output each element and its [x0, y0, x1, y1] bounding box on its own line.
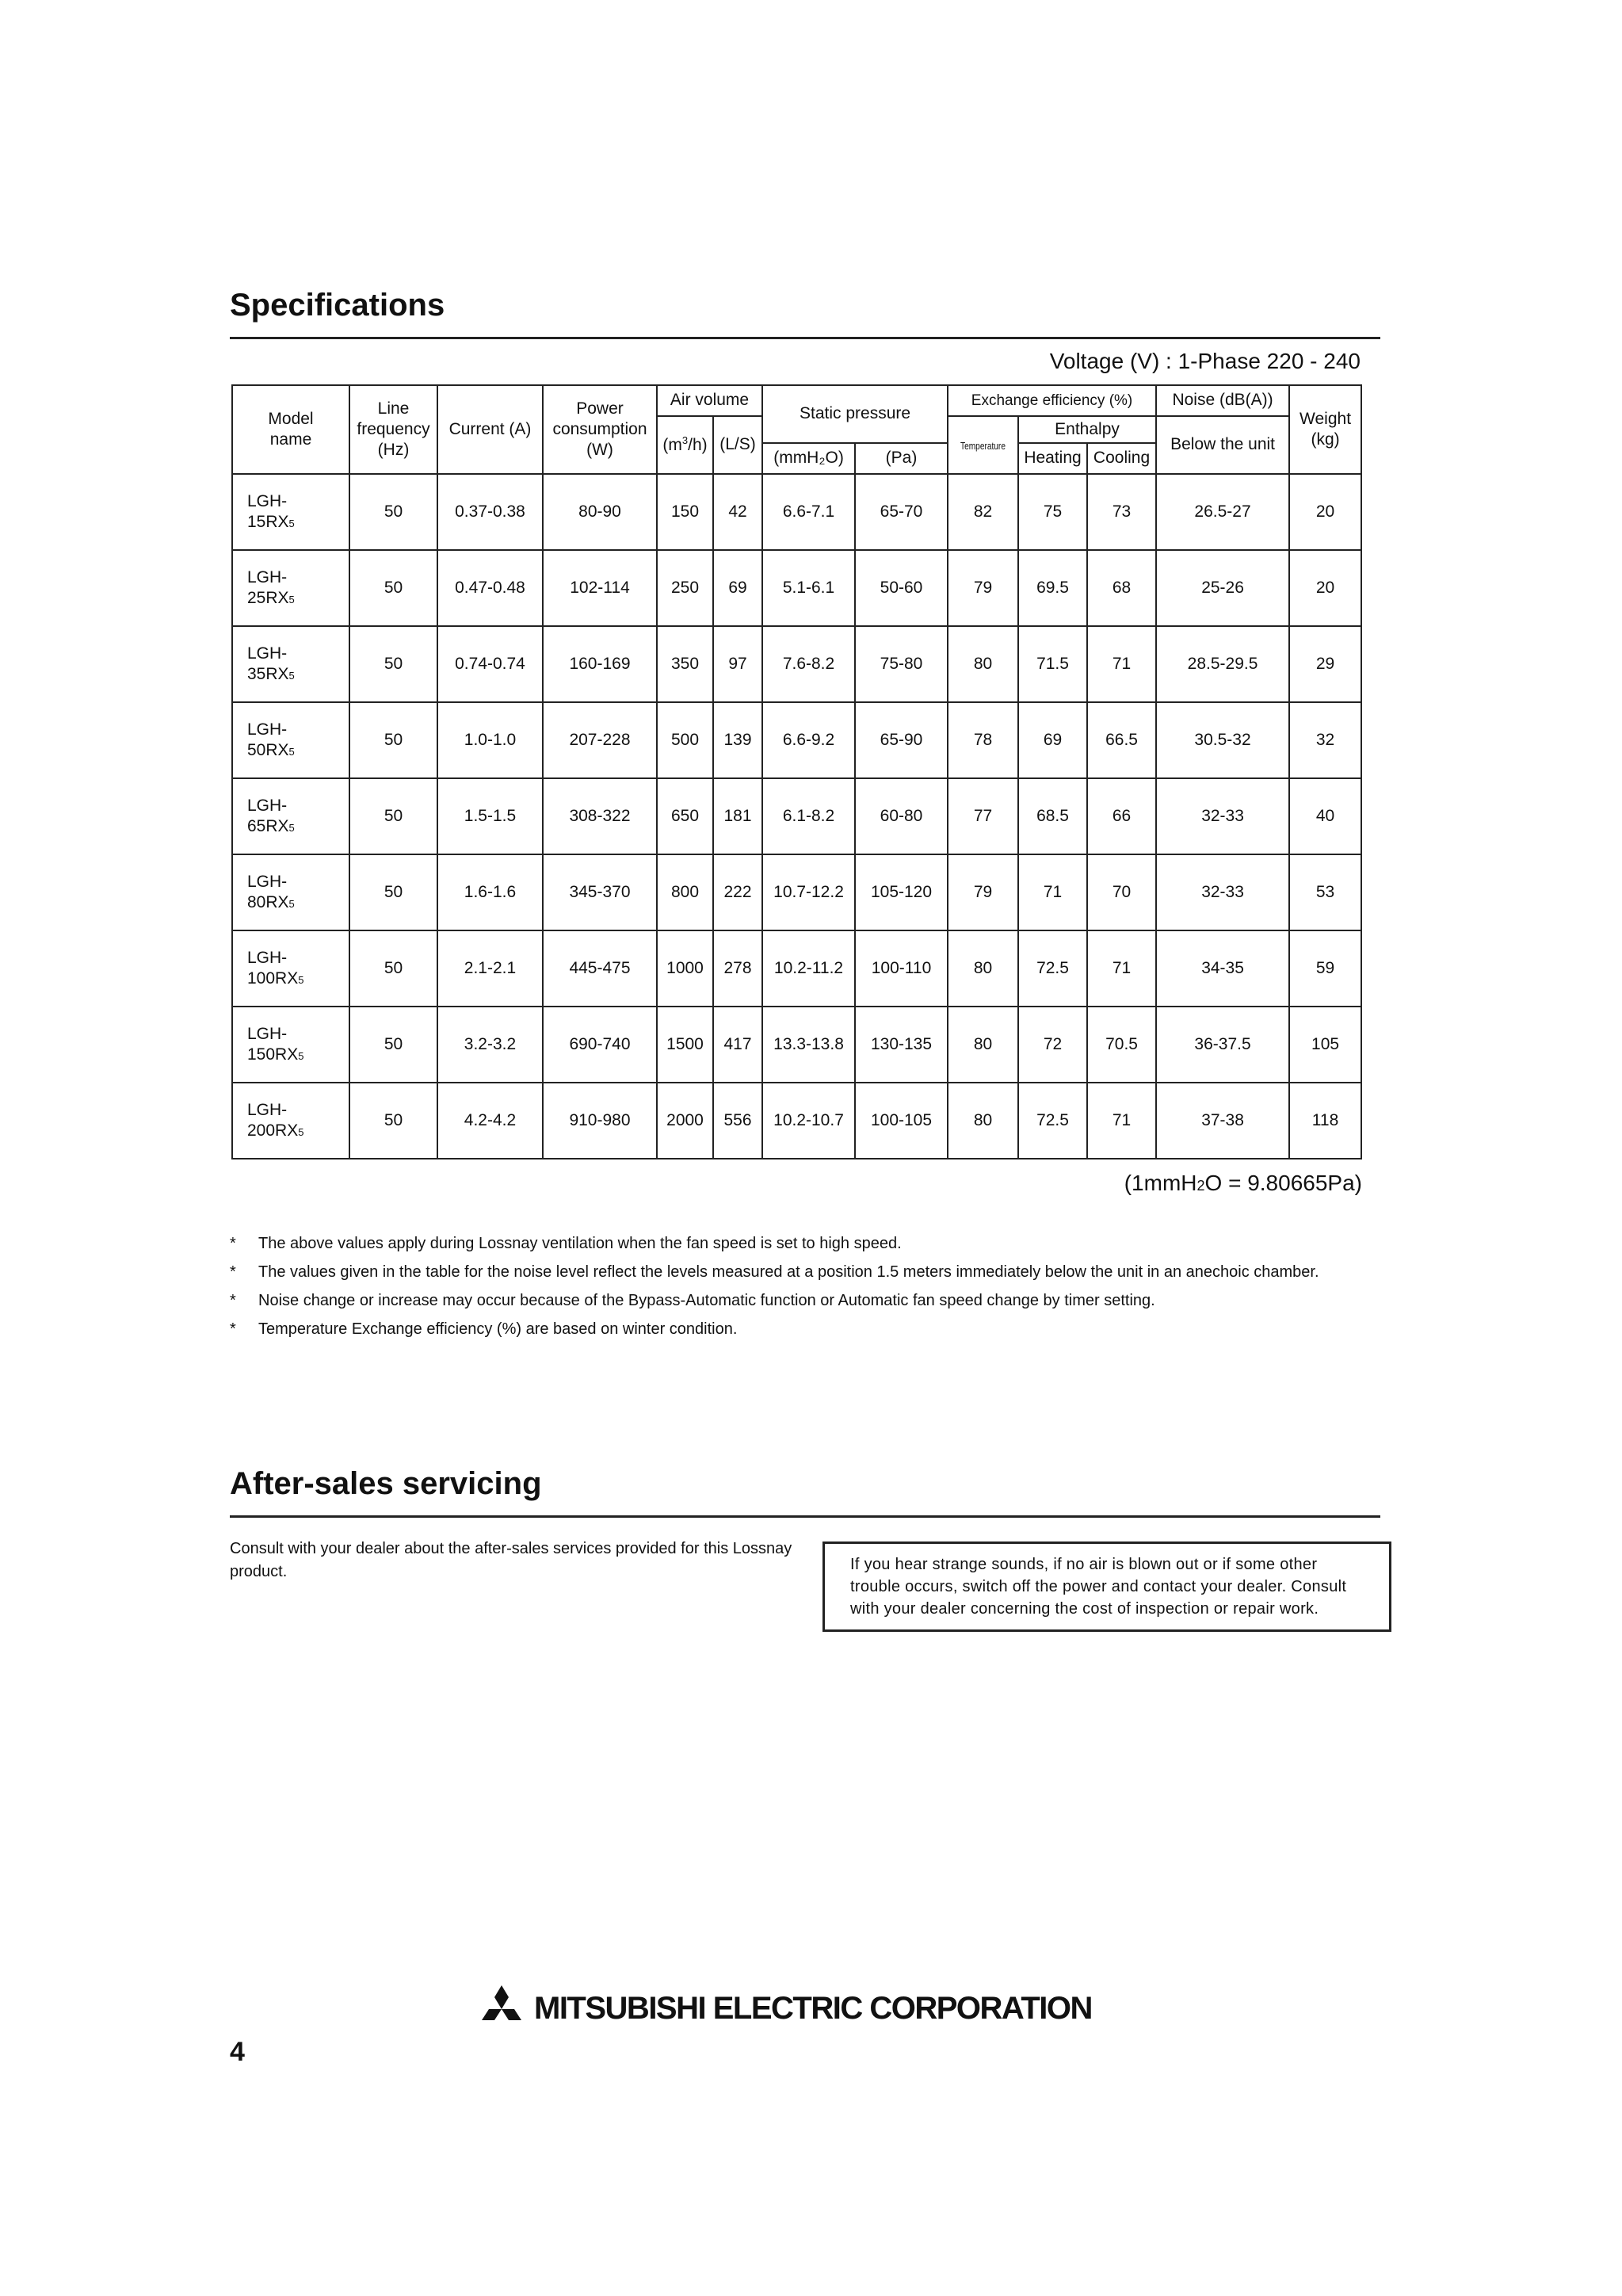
cell-weight: 20 — [1289, 474, 1361, 550]
table-row — [232, 854, 1361, 930]
cell-noise: 37-38 — [1156, 1083, 1289, 1159]
cell-ls: 97 — [713, 626, 762, 702]
specifications-rule — [230, 337, 1380, 339]
trouble-notice-box: If you hear strange sounds, if no air is blown out or if some other trouble occurs, switch off the power and contact your dealer. Consult with your dealer concerning the cost of inspection or repair work. — [822, 1541, 1391, 1632]
model-cell: LGH- 150RX5 — [232, 1007, 349, 1083]
table-row — [232, 626, 1361, 702]
header-model: Model name — [232, 385, 349, 474]
cell-cooling: 66.5 — [1087, 702, 1156, 778]
cell-cooling: 71 — [1087, 930, 1156, 1007]
cell-heating: 71 — [1018, 854, 1087, 930]
cell-m3h: 350 — [657, 626, 713, 702]
cell-pa: 60-80 — [855, 778, 948, 854]
note-item: * Noise change or increase may occur because of the Bypass-Automatic function or Automatic fan speed change by timer setting. — [230, 1292, 1155, 1309]
cell-current: 0.74-0.74 — [437, 626, 543, 702]
cell-m3h: 500 — [657, 702, 713, 778]
cell-mmh2o: 6.6-9.2 — [762, 702, 855, 778]
header-exchange-efficiency: Exchange efficiency (%) — [948, 385, 1156, 416]
cell-m3h: 800 — [657, 854, 713, 930]
cell-noise: 30.5-32 — [1156, 702, 1289, 778]
cell-m3h: 2000 — [657, 1083, 713, 1159]
table-row — [232, 550, 1361, 626]
header-enthalpy: Enthalpy — [1018, 416, 1156, 443]
cell-hz: 50 — [349, 702, 437, 778]
consult-text: Consult with your dealer about the after-sales services provided for this Lossnay product. — [230, 1540, 792, 1580]
note-item: * The above values apply during Lossnay ventilation when the fan speed is set to high speed. — [230, 1235, 902, 1252]
cell-noise: 25-26 — [1156, 550, 1289, 626]
cell-noise: 26.5-27 — [1156, 474, 1289, 550]
cell-cooling: 66 — [1087, 778, 1156, 854]
header-current: Current (A) — [437, 385, 543, 474]
cell-ls: 42 — [713, 474, 762, 550]
header-power: Power consumption (W) — [543, 385, 657, 474]
cell-pa: 65-90 — [855, 702, 948, 778]
cell-power: 207-228 — [543, 702, 657, 778]
cell-mmh2o: 7.6-8.2 — [762, 626, 855, 702]
cell-mmh2o: 6.6-7.1 — [762, 474, 855, 550]
specifications-title: Specifications — [230, 288, 445, 323]
cell-heating: 71.5 — [1018, 626, 1087, 702]
header-cooling: Cooling — [1087, 443, 1156, 474]
cell-heating: 72 — [1018, 1007, 1087, 1083]
table-row — [232, 778, 1361, 854]
model-cell: LGH- 65RX5 — [232, 778, 349, 854]
cell-weight: 29 — [1289, 626, 1361, 702]
header-weight: Weight (kg) — [1289, 385, 1361, 474]
cell-temp: 78 — [948, 702, 1018, 778]
cell-temp: 80 — [948, 1007, 1018, 1083]
cell-m3h: 150 — [657, 474, 713, 550]
cell-temp: 79 — [948, 550, 1018, 626]
header-pa: (Pa) — [855, 443, 948, 474]
cell-weight: 59 — [1289, 930, 1361, 1007]
cell-temp: 80 — [948, 930, 1018, 1007]
cell-hz: 50 — [349, 550, 437, 626]
cell-power: 690-740 — [543, 1007, 657, 1083]
after-sales-rule — [230, 1515, 1380, 1518]
specifications-table — [231, 384, 1362, 1159]
header-mmh2o: (mmH₂O) — [762, 443, 855, 474]
cell-power: 445-475 — [543, 930, 657, 1007]
company-logo — [475, 1985, 1092, 2031]
cell-weight: 53 — [1289, 854, 1361, 930]
model-cell: LGH- 35RX5 — [232, 626, 349, 702]
cell-hz: 50 — [349, 1007, 437, 1083]
after-sales-title: After-sales servicing — [230, 1466, 542, 1501]
cell-hz: 50 — [349, 778, 437, 854]
cell-power: 910-980 — [543, 1083, 657, 1159]
cell-temp: 80 — [948, 626, 1018, 702]
cell-weight: 32 — [1289, 702, 1361, 778]
cell-current: 4.2-4.2 — [437, 1083, 543, 1159]
cell-noise: 32-33 — [1156, 854, 1289, 930]
header-static-pressure: Static pressure — [762, 385, 948, 443]
cell-temp: 77 — [948, 778, 1018, 854]
cell-hz: 50 — [349, 626, 437, 702]
cell-current: 1.5-1.5 — [437, 778, 543, 854]
cell-current: 1.6-1.6 — [437, 854, 543, 930]
cell-cooling: 70.5 — [1087, 1007, 1156, 1083]
cell-hz: 50 — [349, 930, 437, 1007]
cell-cooling: 71 — [1087, 1083, 1156, 1159]
cell-mmh2o: 5.1-6.1 — [762, 550, 855, 626]
model-cell: LGH- 200RX5 — [232, 1083, 349, 1159]
cell-temp: 80 — [948, 1083, 1018, 1159]
note-item: * The values given in the table for the noise level reflect the levels measured at a position 1.5 meters immediately below the unit in an anechoic chamber. — [230, 1263, 1319, 1281]
cell-pa: 130-135 — [855, 1007, 948, 1083]
cell-cooling: 73 — [1087, 474, 1156, 550]
cell-current: 0.37-0.38 — [437, 474, 543, 550]
cell-temp: 79 — [948, 854, 1018, 930]
table-row — [232, 1007, 1361, 1083]
cell-pa: 100-110 — [855, 930, 948, 1007]
cell-power: 80-90 — [543, 474, 657, 550]
header-below-unit: Below the unit — [1156, 416, 1289, 474]
cell-hz: 50 — [349, 474, 437, 550]
cell-power: 345-370 — [543, 854, 657, 930]
table-row — [232, 1083, 1361, 1159]
cell-ls: 417 — [713, 1007, 762, 1083]
cell-cooling: 70 — [1087, 854, 1156, 930]
page-number: 4 — [230, 2037, 245, 2067]
cell-mmh2o: 13.3-13.8 — [762, 1007, 855, 1083]
header-noise: Noise (dB(A)) — [1156, 385, 1289, 416]
cell-noise: 32-33 — [1156, 778, 1289, 854]
cell-m3h: 1000 — [657, 930, 713, 1007]
cell-ls: 139 — [713, 702, 762, 778]
header-heating: Heating — [1018, 443, 1087, 474]
cell-ls: 222 — [713, 854, 762, 930]
cell-current: 3.2-3.2 — [437, 1007, 543, 1083]
cell-m3h: 250 — [657, 550, 713, 626]
cell-ls: 556 — [713, 1083, 762, 1159]
cell-cooling: 68 — [1087, 550, 1156, 626]
cell-current: 0.47-0.48 — [437, 550, 543, 626]
cell-m3h: 650 — [657, 778, 713, 854]
model-cell: LGH- 25RX5 — [232, 550, 349, 626]
cell-noise: 28.5-29.5 — [1156, 626, 1289, 702]
voltage-label: Voltage (V) : 1-Phase 220 - 240 — [1049, 349, 1361, 373]
cell-power: 308-322 — [543, 778, 657, 854]
cell-weight: 105 — [1289, 1007, 1361, 1083]
cell-mmh2o: 6.1-8.2 — [762, 778, 855, 854]
cell-pa: 100-105 — [855, 1083, 948, 1159]
header-m3h: $(m^3/h)$ — [657, 416, 713, 474]
cell-cooling: 71 — [1087, 626, 1156, 702]
cell-heating: 75 — [1018, 474, 1087, 550]
header-air-volume: Air volume — [657, 385, 762, 416]
cell-pa: 65-70 — [855, 474, 948, 550]
cell-ls: 69 — [713, 550, 762, 626]
header-temperature: Temperature — [948, 416, 1018, 474]
conversion-note: (1mmH2O = 9.80665Pa) — [1124, 1171, 1362, 1195]
cell-hz: 50 — [349, 854, 437, 930]
cell-ls: 181 — [713, 778, 762, 854]
notes-list — [230, 1232, 1387, 1347]
cell-hz: 50 — [349, 1083, 437, 1159]
table-row — [232, 474, 1361, 550]
cell-current: 2.1-2.1 — [437, 930, 543, 1007]
cell-noise: 34-35 — [1156, 930, 1289, 1007]
cell-weight: 20 — [1289, 550, 1361, 626]
note-item: * Temperature Exchange efficiency (%) are based on winter condition. — [230, 1320, 738, 1338]
cell-power: 102-114 — [543, 550, 657, 626]
cell-heating: 72.5 — [1018, 1083, 1087, 1159]
cell-pa: 105-120 — [855, 854, 948, 930]
company-name: MITSUBISHI ELECTRIC CORPORATION — [534, 1990, 1092, 2026]
three-diamonds-icon — [475, 1985, 528, 2031]
table-row — [232, 930, 1361, 1007]
cell-power: 160-169 — [543, 626, 657, 702]
cell-pa: 50-60 — [855, 550, 948, 626]
cell-mmh2o: 10.7-12.2 — [762, 854, 855, 930]
cell-mmh2o: 10.2-11.2 — [762, 930, 855, 1007]
header-ls: (L/S) — [713, 416, 762, 474]
cell-pa: 75-80 — [855, 626, 948, 702]
cell-temp: 82 — [948, 474, 1018, 550]
cell-heating: 68.5 — [1018, 778, 1087, 854]
table-row — [232, 702, 1361, 778]
cell-mmh2o: 10.2-10.7 — [762, 1083, 855, 1159]
cell-heating: 72.5 — [1018, 930, 1087, 1007]
cell-current: 1.0-1.0 — [437, 702, 543, 778]
model-cell: LGH- 50RX5 — [232, 702, 349, 778]
model-cell: LGH- 100RX5 — [232, 930, 349, 1007]
cell-weight: 118 — [1289, 1083, 1361, 1159]
cell-weight: 40 — [1289, 778, 1361, 854]
cell-heating: 69.5 — [1018, 550, 1087, 626]
cell-ls: 278 — [713, 930, 762, 1007]
cell-noise: 36-37.5 — [1156, 1007, 1289, 1083]
model-cell: LGH- 80RX5 — [232, 854, 349, 930]
cell-m3h: 1500 — [657, 1007, 713, 1083]
cell-heating: 69 — [1018, 702, 1087, 778]
header-line-frequency: Line frequency (Hz) — [349, 385, 437, 474]
model-cell: LGH- 15RX5 — [232, 474, 349, 550]
